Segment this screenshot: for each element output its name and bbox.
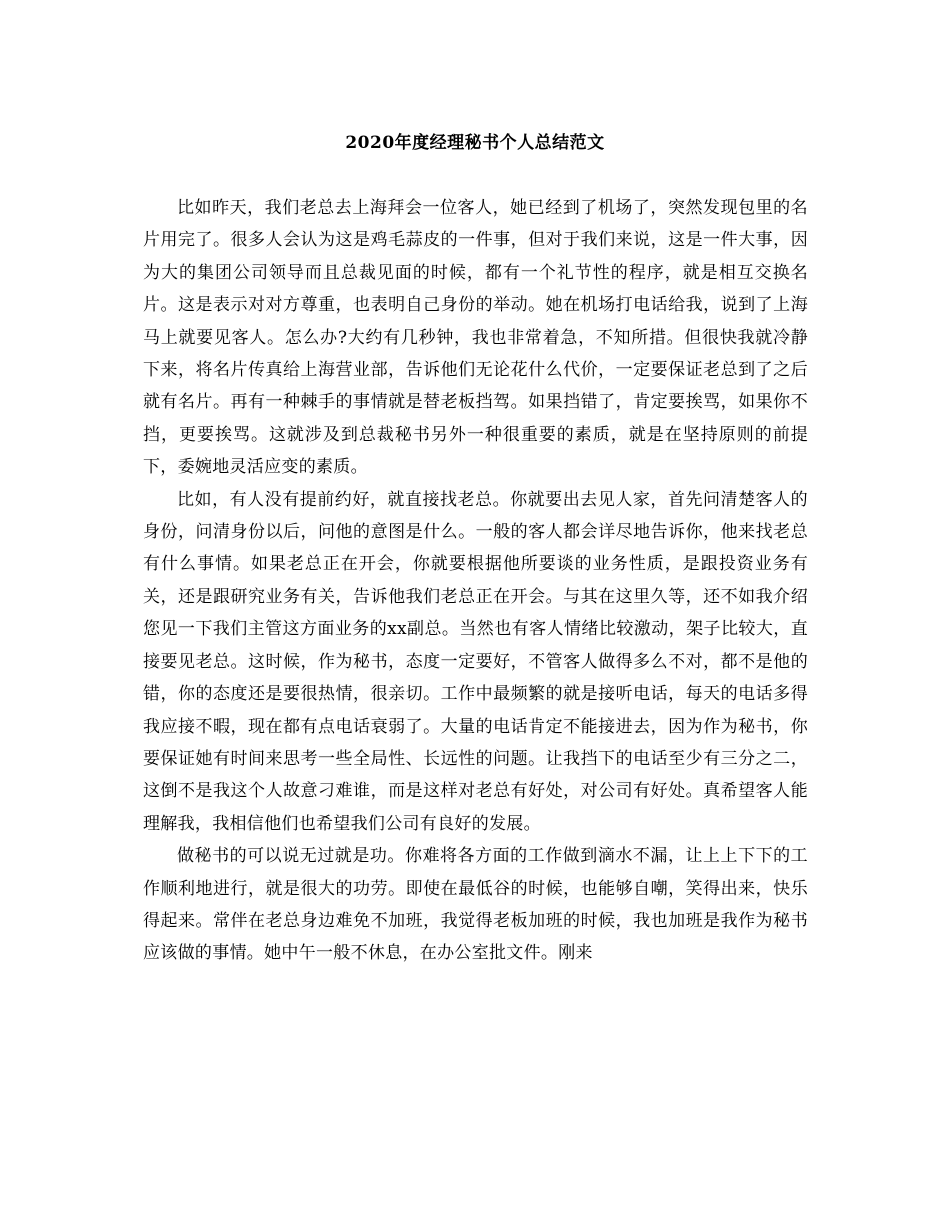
document-title: 2020年度经理秘书个人总结范文 (345, 133, 605, 153)
paragraph-1: 比如昨天，我们老总去上海拜会一位客人，她已经到了机场了，突然发现包里的名片用完了。很多人会认为这是鸡毛蒜皮的一件事，但对于我们来说，这是一件大事，因为大的集团公司领导而且总裁见面的时候，都有一个礼节性的程序，就是相互交换名片。这是表示对对方尊重，也表明自己身份的举动。她在机场打电话给我，说到了上海马上就要见客人。怎么办?大约有几秒钟，我也非常着急，不知所措。但很快我就冷静下来，将名片传真给上海营业部，告诉他们无论花什么代价，一定要保证老总到了之后就有名片。再有一种棘手的事情就是替老板挡驾。如果挡错了，肯定要挨骂，如果你不挡，更要挨骂。这就涉及到总裁秘书另外一种很重要的素质，就是在坚持原则的前提下，委婉地灵活应变的素质。 (143, 198, 808, 478)
paragraph-3: 做秘书的可以说无过就是功。你难将各方面的工作做到滴水不漏，让上上下下的工作顺利地进行，就是很大的功劳。即使在最低谷的时候，也能够自嘲，笑得出来，快乐得起来。常伴在老总身边难免不加班，我觉得老板加班的时候，我也加班是我作为秘书应该做的事情。她中午一般不休息，在办公室批文件。刚来 (143, 846, 808, 964)
document-body (143, 192, 808, 970)
paragraph-2: 比如，有人没有提前约好，就直接找老总。你就要出去见人家，首先问清楚客人的身份，问清身份以后，问他的意图是什么。一般的客人都会详尽地告诉你，他来找老总有什么事情。如果老总正在开会，你就要根据他所要谈的业务性质，是跟投资业务有关，还是跟研究业务有关，告诉他我们老总正在开会。与其在这里久等，还不如我介绍您见一下我们主管这方面业务的xx副总。当然也有客人情绪比较激动，架子比较大，直接要见老总。这时候，作为秘书，态度一定要好，不管客人做得多么不对，都不是他的错，你的态度还是要很热情，很亲切。工作中最频繁的就是接听电话，每天的电话多得我应接不暇，现在都有点电话衰弱了。大量的电话肯定不能接进去，因为作为秘书，你要保证她有时间来思考一些全局性、长远性的问题。让我挡下的电话至少有三分之二，这倒不是我这个人故意刁难谁，而是这样对老总有好处，对公司有好处。真希望客人能理解我，我相信他们也希望我们公司有良好的发展。 (143, 489, 808, 834)
